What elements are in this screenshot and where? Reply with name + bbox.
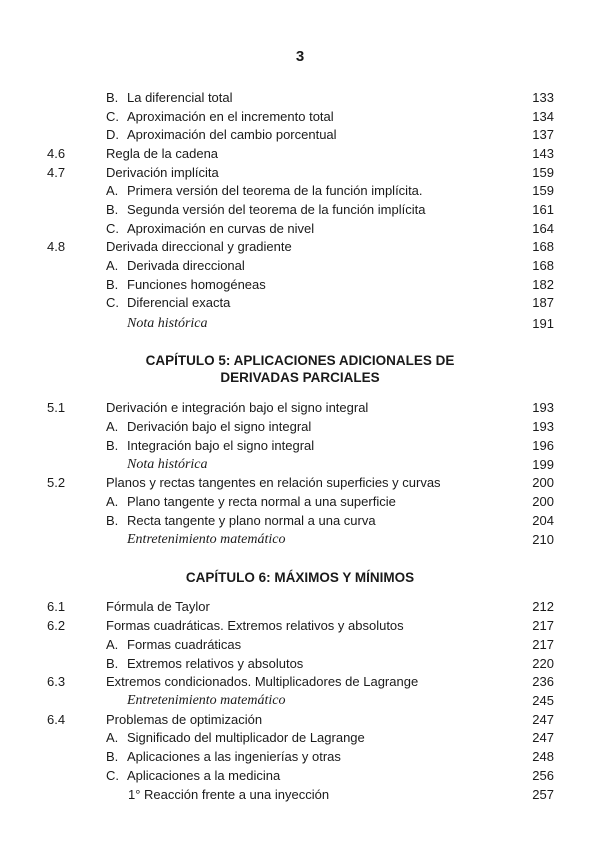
toc-entry-title: Segunda versión del teorema de la función implícita [127, 202, 426, 217]
subsection-letter: A. [106, 183, 119, 198]
toc-entry-title: Extremos relativos y absolutos [127, 656, 304, 671]
subsection-letter: A. [106, 637, 119, 652]
toc-entry [0, 598, 600, 616]
subsection-letter: C. [106, 221, 119, 236]
page-ref: 161 [532, 202, 554, 217]
toc-entry-title: Derivación bajo el signo integral [127, 419, 312, 434]
section-number: 6.2 [47, 618, 66, 633]
page-ref: 236 [532, 674, 554, 689]
toc-entry [0, 257, 600, 275]
section-number: 4.7 [47, 165, 66, 180]
page-ref: 168 [532, 258, 554, 273]
toc-entry [0, 617, 600, 635]
toc-entry [0, 512, 600, 530]
toc-entry [0, 126, 600, 144]
toc-entry [0, 399, 600, 417]
page-ref: 200 [532, 494, 554, 509]
toc-entry-title: Derivada direccional [127, 258, 245, 273]
toc-entry [0, 786, 600, 804]
toc-entry [0, 145, 600, 163]
page-ref: 200 [532, 475, 554, 490]
page-ref: 193 [532, 400, 554, 415]
page-ref: 143 [532, 146, 554, 161]
toc-entry [0, 692, 600, 710]
page-ref: 204 [532, 513, 554, 528]
chapter-6-heading: CAPÍTULO 6: MÁXIMOS Y MÍNIMOS [185, 570, 415, 585]
toc-entry [0, 437, 600, 455]
toc-entry [0, 238, 600, 256]
subsection-letter: B. [106, 90, 119, 105]
section-number: 4.6 [47, 146, 66, 161]
toc-entry [0, 220, 600, 238]
toc-entry-title: Diferencial exacta [127, 295, 231, 310]
page-ref: 168 [532, 239, 554, 254]
subsection-letter: C. [106, 109, 119, 124]
chapter-5-heading-line2: DERIVADAS PARCIALES [220, 370, 380, 385]
subsection-letter: B. [106, 513, 119, 528]
toc-entry [0, 531, 600, 549]
toc-entry-title: Plano tangente y recta normal a una superficie [127, 494, 396, 509]
toc-entry [0, 655, 600, 673]
subsection-letter: A. [106, 258, 119, 273]
page-ref: 247 [532, 712, 554, 727]
section-number: 6.3 [47, 674, 66, 689]
toc-entry-title: Nota histórica [127, 457, 208, 472]
toc-entry-title: La diferencial total [127, 90, 233, 105]
page-ref: 159 [532, 165, 554, 180]
toc-entry-title: Primera versión del teorema de la función implícita. [127, 183, 423, 198]
page-ref: 220 [532, 656, 554, 671]
toc-entry [0, 89, 600, 107]
page-ref: 217 [532, 637, 554, 652]
toc-entry-title: Nota histórica [127, 316, 208, 331]
toc-entry [0, 767, 600, 785]
toc-entry-title: Aproximación en curvas de nivel [127, 221, 315, 236]
page-ref: 210 [532, 532, 554, 547]
toc-entry [0, 201, 600, 219]
toc-entry [0, 182, 600, 200]
toc-entry-title: Funciones homogéneas [127, 277, 266, 292]
page-ref: 159 [532, 183, 554, 198]
toc-entry [0, 164, 600, 182]
page-ref: 248 [532, 749, 554, 764]
section-number: 5.1 [47, 400, 66, 415]
page-ref: 137 [532, 127, 554, 142]
page-ref: 196 [532, 438, 554, 453]
toc-entry-title: Formas cuadráticas [127, 637, 242, 652]
subsection-letter: B. [106, 656, 119, 671]
page-ref: 217 [532, 618, 554, 633]
page-ref: 256 [532, 768, 554, 783]
subsection-letter: C. [106, 295, 119, 310]
page-number: 3 [295, 48, 305, 65]
subsection-letter: A. [106, 419, 119, 434]
subsection-letter: B. [106, 277, 119, 292]
toc-entry-title: Formas cuadráticas. Extremos relativos y absolutos [106, 618, 404, 633]
toc-entry [0, 729, 600, 747]
page-ref: 257 [532, 787, 554, 802]
page-ref: 247 [532, 730, 554, 745]
page-ref: 187 [532, 295, 554, 310]
toc-entry-title: Entretenimiento matemático [127, 693, 286, 708]
toc-entry-title: Planos y rectas tangentes en relación superficies y curvas [106, 475, 441, 490]
toc-entry [0, 748, 600, 766]
subsection-letter: A. [106, 730, 119, 745]
toc-entry-title: Aproximación en el incremento total [127, 109, 334, 124]
toc-entry-title: Recta tangente y plano normal a una curva [127, 513, 376, 528]
toc-entry-title: Extremos condicionados. Multiplicadores de Lagrange [106, 674, 419, 689]
page-ref: 245 [532, 693, 554, 708]
page-ref: 191 [532, 316, 554, 331]
section-number: 5.2 [47, 475, 66, 490]
toc-entry [0, 108, 600, 126]
subsection-letter: C. [106, 768, 119, 783]
page-ref: 133 [532, 90, 554, 105]
toc-entry [0, 636, 600, 654]
section-number: 4.8 [47, 239, 66, 254]
section-number: 6.1 [47, 599, 66, 614]
toc-entry-title: Derivación implícita [106, 165, 219, 180]
subsection-letter: B. [106, 202, 119, 217]
toc-entry [0, 493, 600, 511]
toc-entry-title: Problemas de optimización [106, 712, 263, 727]
chapter-5-heading-line1: CAPÍTULO 5: APLICACIONES ADICIONALES DE [145, 353, 455, 368]
toc-entry [0, 315, 600, 333]
subsection-letter: A. [106, 494, 119, 509]
page-ref: 164 [532, 221, 554, 236]
subsection-letter: D. [106, 127, 119, 142]
toc-entry-title: Aproximación del cambio porcentual [127, 127, 337, 142]
subsection-letter: B. [106, 438, 119, 453]
page-ref: 199 [532, 457, 554, 472]
section-number: 6.4 [47, 712, 66, 727]
toc-entry-title: Aplicaciones a la medicina [127, 768, 281, 783]
toc-entry-title: Fórmula de Taylor [106, 599, 210, 614]
toc-entry [0, 711, 600, 729]
toc-entry-title: Entretenimiento matemático [127, 532, 286, 547]
toc-entry-title: Integración bajo el signo integral [127, 438, 315, 453]
toc-entry [0, 294, 600, 312]
toc-entry [0, 456, 600, 474]
toc-entry-title: Significado del multiplicador de Lagrange [127, 730, 365, 745]
toc-entry-title: Derivación e integración bajo el signo integral [106, 400, 369, 415]
toc-entry [0, 474, 600, 492]
toc-entry-title: Regla de la cadena [106, 146, 219, 161]
page-ref: 212 [532, 599, 554, 614]
toc-entry [0, 418, 600, 436]
page-ref: 193 [532, 419, 554, 434]
toc-entry-title: Derivada direccional y gradiente [106, 239, 292, 254]
toc-entry-title: Aplicaciones a las ingenierías y otras [127, 749, 341, 764]
page-ref: 182 [532, 277, 554, 292]
page-ref: 134 [532, 109, 554, 124]
toc-entry [0, 673, 600, 691]
subsection-letter: B. [106, 749, 119, 764]
toc-entry-title: 1° Reacción frente a una inyección [128, 787, 330, 802]
toc-entry [0, 276, 600, 294]
